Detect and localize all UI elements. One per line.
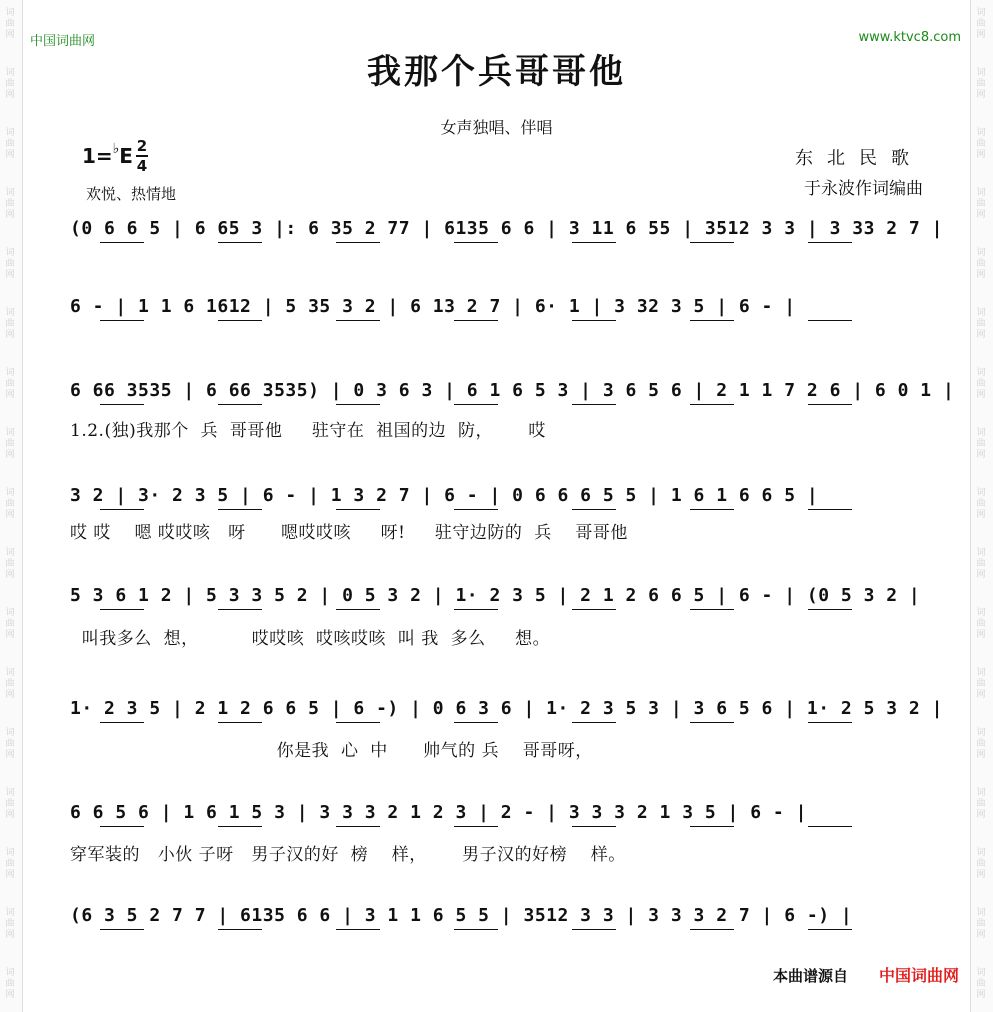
page-subtitle: 女声独唱、伴唱 — [440, 118, 553, 137]
beam-line — [100, 404, 144, 405]
watermark-text: 词曲网 — [976, 428, 986, 460]
time-signature — [136, 138, 148, 174]
watermark-text: 词曲网 — [5, 788, 15, 820]
watermark-text: 词曲网 — [976, 668, 986, 700]
beam-line — [572, 826, 616, 827]
page-title: 我那个兵哥哥他 — [367, 52, 626, 92]
score-row — [70, 296, 930, 326]
beam-line — [100, 609, 144, 610]
watermark-text: 词曲网 — [5, 668, 15, 700]
left-watermark-strip — [0, 0, 23, 1012]
beam-line — [808, 722, 852, 723]
notation-line: 1· 2 3 5 | 2 1 2 6 6 5 | 6 -) | 0 6 3 6 | 1· 2 3 5 3 | 3 6 5 6 | 1· 2 5 3 2 | — [70, 698, 943, 719]
beam-line — [336, 826, 380, 827]
beam-line — [100, 320, 144, 321]
key-signature — [82, 138, 148, 174]
song-credit: 于永波作词编曲 — [804, 179, 923, 199]
score-row — [70, 218, 943, 248]
watermark-text: 词曲网 — [976, 308, 986, 340]
beam-line — [336, 509, 380, 510]
watermark-text: 词曲网 — [5, 848, 15, 880]
watermark-text: 词曲网 — [5, 488, 15, 520]
key-prefix: 1= — [82, 144, 113, 168]
footer-label: 本曲谱源自 — [772, 967, 848, 985]
lyric-line: 1.2.(独)我那个 兵 哥哥他 驻守在 祖国的边 防， 哎 — [70, 421, 546, 441]
beam-line — [690, 826, 734, 827]
watermark-text: 词曲网 — [5, 68, 15, 100]
notation-line: (6 3 5 2 7 7 | 6135 6 6 | 3 1 1 6 5 5 | 3512 3 3 | 3 3 3 2 7 | 6 -) | — [70, 905, 853, 926]
beam-line — [218, 404, 262, 405]
watermark-text: 词曲网 — [976, 608, 986, 640]
beam-line — [808, 242, 852, 243]
beam-line — [690, 404, 734, 405]
score-row — [70, 698, 943, 728]
beam-line — [218, 722, 262, 723]
beam-line — [336, 242, 380, 243]
watermark-text: 词曲网 — [976, 488, 986, 520]
beam-line — [336, 722, 380, 723]
beam-line — [218, 320, 262, 321]
beam-line — [808, 929, 852, 930]
beam-line — [100, 242, 144, 243]
watermark-text: 词曲网 — [976, 548, 986, 580]
watermark-text: 词曲网 — [5, 548, 15, 580]
beam-line — [454, 509, 498, 510]
notation-line: (0 6 6 5 | 6 65 3 |: 6 35 2 77 | 6135 6 6 | 3 11 6 55 | 3512 3 3 | 3 33 2 7 | — [70, 218, 943, 239]
beam-line — [100, 826, 144, 827]
key-flat: ♭ — [112, 141, 120, 157]
watermark-text: 词曲网 — [976, 848, 986, 880]
beam-line — [100, 722, 144, 723]
beam-line — [336, 320, 380, 321]
beam-line — [454, 609, 498, 610]
beam-line — [336, 404, 380, 405]
key-note: E — [119, 144, 133, 168]
beam-line — [454, 320, 498, 321]
watermark-text: 词曲网 — [5, 608, 15, 640]
notation-line: 6 66 3535 | 6 66 3535) | 0 3 6 3 | 6 1 6 5 3 | 3 6 5 6 | 2 1 1 7 2 6 | 6 0 1 | — [70, 380, 955, 401]
watermark-text: 词曲网 — [5, 128, 15, 160]
beam-line — [572, 929, 616, 930]
watermark-text: 词曲网 — [5, 188, 15, 220]
watermark-text: 词曲网 — [976, 728, 986, 760]
beam-line — [808, 826, 852, 827]
beam-line — [572, 509, 616, 510]
beam-line — [336, 609, 380, 610]
site-url-right: www.ktvc8.com — [858, 30, 961, 45]
beam-line — [690, 509, 734, 510]
footer-site: 中国词曲网 — [878, 966, 959, 985]
beam-line — [454, 722, 498, 723]
watermark-text: 词曲网 — [976, 68, 986, 100]
watermark-text: 词曲网 — [5, 308, 15, 340]
watermark-text: 词曲网 — [5, 8, 15, 40]
watermark-text: 词曲网 — [5, 728, 15, 760]
notation-line: 6 6 5 6 | 1 6 1 5 3 | 3 3 3 2 1 2 3 | 2 - | 3 3 3 2 1 3 5 | 6 - | — [70, 802, 807, 823]
watermark-text: 词曲网 — [976, 128, 986, 160]
lyric-line: 你是我 心 中 帅气的 兵 哥哥呀， — [70, 741, 593, 761]
beam-line — [218, 609, 262, 610]
beam-line — [572, 242, 616, 243]
watermark-text: 词曲网 — [976, 968, 986, 1000]
watermark-text: 词曲网 — [976, 8, 986, 40]
watermark-text: 词曲网 — [5, 248, 15, 280]
score-row — [70, 485, 930, 515]
beam-line — [690, 320, 734, 321]
watermark-text: 词曲网 — [976, 188, 986, 220]
beam-line — [572, 722, 616, 723]
beam-line — [572, 609, 616, 610]
lyric-line: 哎 哎 嗯 哎哎咳 呀 嗯哎哎咳 呀! 驻守边防的 兵 哥哥他 — [70, 523, 628, 543]
beam-line — [808, 404, 852, 405]
watermark-text: 词曲网 — [976, 788, 986, 820]
watermark-text: 词曲网 — [976, 908, 986, 940]
watermark-text: 词曲网 — [5, 968, 15, 1000]
beam-line — [690, 929, 734, 930]
notation-line: 6 - | 1 1 6 1612 | 5 35 3 2 | 6 13 2 7 | 6· 1 | 3 32 3 5 | 6 - | — [70, 296, 796, 317]
score-row — [70, 380, 955, 410]
lyric-line: 叫我多么 想， 哎哎咳 哎咳哎咳 叫 我 多么 想。 — [70, 629, 551, 649]
watermark-text: 词曲网 — [5, 908, 15, 940]
beam-line — [808, 509, 852, 510]
lyric-line: 穿军装的 小伙 子呀 男子汉的好 榜 样， 男子汉的好榜 样。 — [70, 845, 626, 865]
beam-line — [100, 929, 144, 930]
beam-line — [808, 609, 852, 610]
beam-line — [218, 929, 262, 930]
notation-line: 3 2 | 3· 2 3 5 | 6 - | 1 3 2 7 | 6 - | 0 6 6 6 5 5 | 1 6 1 6 6 5 | — [70, 485, 819, 506]
beam-line — [218, 242, 262, 243]
watermark-text: 词曲网 — [976, 368, 986, 400]
beam-line — [690, 722, 734, 723]
beam-line — [572, 404, 616, 405]
right-watermark-strip — [970, 0, 993, 1012]
score-row — [70, 802, 930, 832]
beam-line — [336, 929, 380, 930]
beam-line — [218, 826, 262, 827]
beam-line — [690, 242, 734, 243]
song-origin: 东北民歌 — [795, 148, 923, 169]
tempo-marking: 欢悦、热情地 — [86, 185, 177, 203]
watermark-text: 词曲网 — [5, 428, 15, 460]
time-bottom: 4 — [136, 157, 148, 175]
beam-line — [690, 609, 734, 610]
watermark-text: 词曲网 — [5, 368, 15, 400]
score-row — [70, 905, 930, 935]
time-top: 2 — [136, 137, 148, 155]
score-row — [70, 585, 930, 615]
notation-line: 5 3 6 1 2 | 5 3 3 5 2 | 0 5 3 2 | 1· 2 3 5 | 2 1 2 6 6 5 | 6 - | (0 5 3 2 | — [70, 585, 921, 606]
site-name-left: 中国词曲网 — [30, 34, 96, 49]
beam-line — [572, 320, 616, 321]
beam-line — [454, 826, 498, 827]
beam-line — [808, 320, 852, 321]
beam-line — [218, 509, 262, 510]
beam-line — [454, 929, 498, 930]
watermark-text: 词曲网 — [976, 248, 986, 280]
beam-line — [100, 509, 144, 510]
beam-line — [454, 242, 498, 243]
beam-line — [454, 404, 498, 405]
